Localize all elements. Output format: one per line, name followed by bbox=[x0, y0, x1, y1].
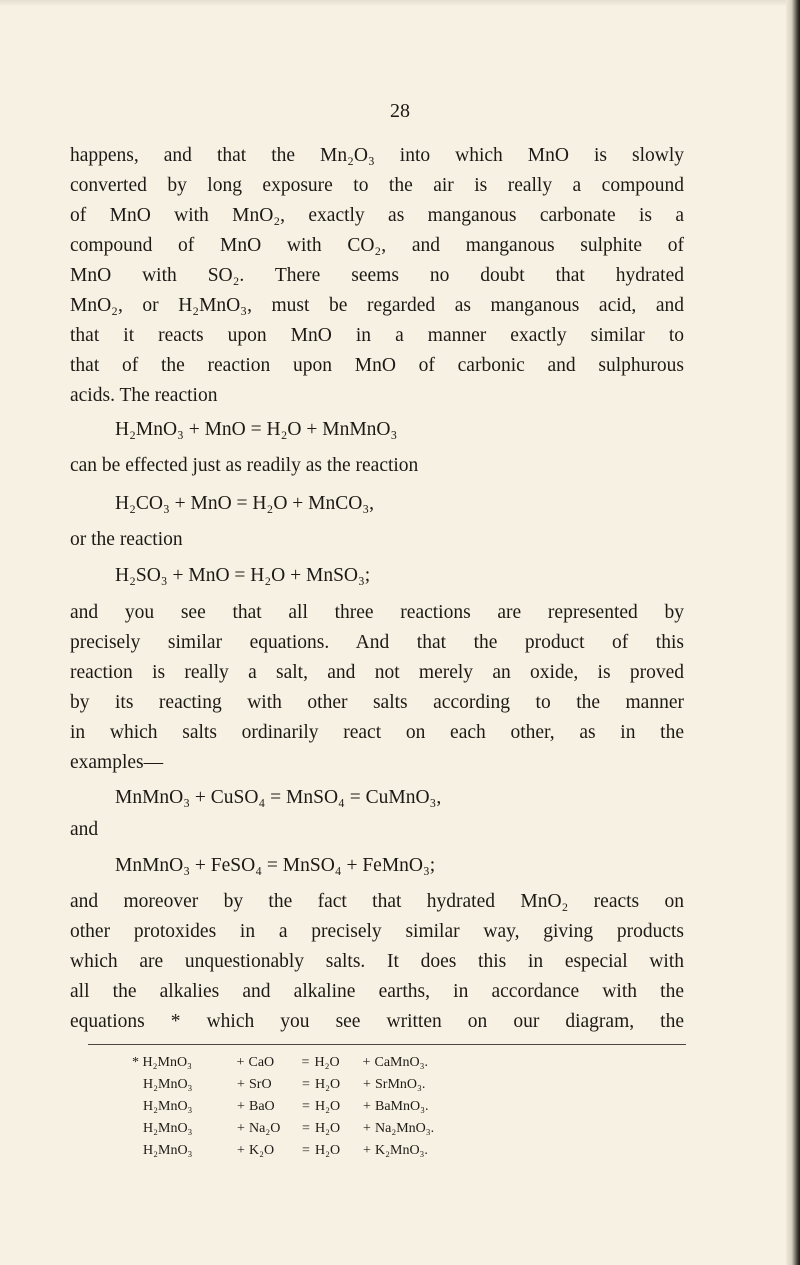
footnote-row bbox=[132, 1052, 428, 1074]
footnote-plus: + bbox=[236, 1055, 245, 1070]
equation-4: MnMnO₃ + CuSO₄ = MnSO₄ = CuMnO₃, bbox=[115, 787, 442, 808]
paragraph-2-line: by its reacting with other salts according to the manner bbox=[70, 692, 684, 713]
footnote-salt: K₂MnO₃. bbox=[375, 1143, 428, 1158]
footnote-marker: * bbox=[132, 1055, 139, 1070]
footnote-acid: H₂MnO₃ bbox=[142, 1055, 192, 1070]
footnote-acid: H₂MnO₃ bbox=[143, 1099, 193, 1114]
footnote-row bbox=[143, 1096, 429, 1118]
footnote-base: BaO bbox=[249, 1099, 275, 1114]
paragraph-3-line: other protoxides in a precisely similar way, giving products bbox=[70, 921, 684, 942]
footnote-equals: = bbox=[301, 1055, 310, 1070]
page-binding-edge bbox=[786, 0, 800, 1265]
paragraph-1-line: MnO with SO₂. There seems no doubt that hydrated bbox=[70, 265, 684, 286]
paragraph-3-line: and moreover by the fact that hydrated MnO₂ reacts on bbox=[70, 891, 684, 912]
equation-1: H₂MnO₃ + MnO = H₂O + MnMnO₃ bbox=[115, 419, 398, 440]
paragraph-2-line: in which salts ordinarily react on each other, as in the bbox=[70, 722, 684, 743]
paragraph-2-line: precisely similar equations. And that the product of this bbox=[70, 632, 684, 653]
paragraph-1-line: converted by long exposure to the air is really a compound bbox=[70, 175, 684, 196]
page-top-edge bbox=[0, 0, 800, 6]
footnote-plus: + bbox=[363, 1099, 371, 1114]
paragraph-3-line: equations * which you see written on our diagram, the bbox=[70, 1011, 684, 1032]
footnote-divider bbox=[88, 1044, 686, 1045]
paragraph-1-line: that it reacts upon MnO in a manner exactly similar to bbox=[70, 325, 684, 346]
paragraph-1-line: of MnO with MnO₂, exactly as manganous carbonate is a bbox=[70, 205, 684, 226]
footnote-salt: CaMnO₃. bbox=[374, 1055, 428, 1070]
footnote-base: CaO bbox=[248, 1055, 275, 1070]
footnote-row bbox=[143, 1140, 428, 1162]
footnote-base: SrO bbox=[249, 1077, 272, 1092]
footnote-plus: + bbox=[237, 1143, 245, 1158]
paragraph-3-line: which are unquestionably salts. It does this in especial with bbox=[70, 951, 684, 972]
footnote-plus: + bbox=[237, 1099, 245, 1114]
footnote-water: H₂O bbox=[315, 1077, 341, 1092]
paragraph-2-line: reaction is really a salt, and not merely an oxide, is proved bbox=[70, 662, 684, 683]
footnote-salt: Na₂MnO₃. bbox=[375, 1121, 435, 1136]
footnote-plus: + bbox=[363, 1077, 371, 1092]
paragraph-2-line: examples— bbox=[70, 752, 164, 773]
footnote-salt: BaMnO₃. bbox=[375, 1099, 429, 1114]
footnote-acid: H₂MnO₃ bbox=[143, 1121, 193, 1136]
footnote-equals: = bbox=[302, 1099, 310, 1114]
paragraph-2-line: and you see that all three reactions are represented by bbox=[70, 602, 684, 623]
footnote-plus: + bbox=[362, 1055, 371, 1070]
footnote-plus: + bbox=[363, 1143, 371, 1158]
footnote-water: H₂O bbox=[315, 1143, 341, 1158]
footnote-base: Na₂O bbox=[249, 1121, 281, 1136]
footnote-plus: + bbox=[237, 1121, 245, 1136]
footnote-water: H₂O bbox=[315, 1121, 341, 1136]
equation-3: H₂SO₃ + MnO = H₂O + MnSO₃; bbox=[115, 565, 371, 586]
text-or-the-reaction: or the reaction bbox=[70, 529, 183, 550]
text-can-be-effected: can be effected just as readily as the reaction bbox=[70, 455, 419, 476]
paragraph-3-line: all the alkalies and alkaline earths, in accordance with the bbox=[70, 981, 684, 1002]
footnote-base: K₂O bbox=[249, 1143, 275, 1158]
paragraph-1-line: happens, and that the Mn₂O₃ into which MnO is slowly bbox=[70, 145, 684, 166]
footnote-salt: SrMnO₃. bbox=[375, 1077, 426, 1092]
footnote-plus: + bbox=[363, 1121, 371, 1136]
page-number: 28 bbox=[390, 100, 410, 122]
text-and: and bbox=[70, 819, 99, 840]
paragraph-1-line: that of the reaction upon MnO of carbonic and sulphurous bbox=[70, 355, 684, 376]
footnote-water: H₂O bbox=[314, 1055, 340, 1070]
footnote-acid: H₂MnO₃ bbox=[143, 1077, 193, 1092]
equation-2: H₂CO₃ + MnO = H₂O + MnCO₃, bbox=[115, 493, 374, 514]
footnote-row bbox=[143, 1074, 425, 1096]
equation-5: MnMnO₃ + FeSO₄ = MnSO₄ + FeMnO₃; bbox=[115, 855, 436, 876]
footnote-equals: = bbox=[302, 1077, 310, 1092]
footnote-acid: H₂MnO₃ bbox=[143, 1143, 193, 1158]
paragraph-1-line: compound of MnO with CO₂, and manganous sulphite of bbox=[70, 235, 684, 256]
footnote-equals: = bbox=[302, 1121, 310, 1136]
paragraph-1-line: MnO₂, or H₂MnO₃, must be regarded as manganous acid, and bbox=[70, 295, 684, 316]
paragraph-1-line: acids. The reaction bbox=[70, 385, 218, 406]
footnote-water: H₂O bbox=[315, 1099, 341, 1114]
footnote-plus: + bbox=[237, 1077, 245, 1092]
footnote-row bbox=[143, 1118, 434, 1140]
footnote-equals: = bbox=[302, 1143, 310, 1158]
